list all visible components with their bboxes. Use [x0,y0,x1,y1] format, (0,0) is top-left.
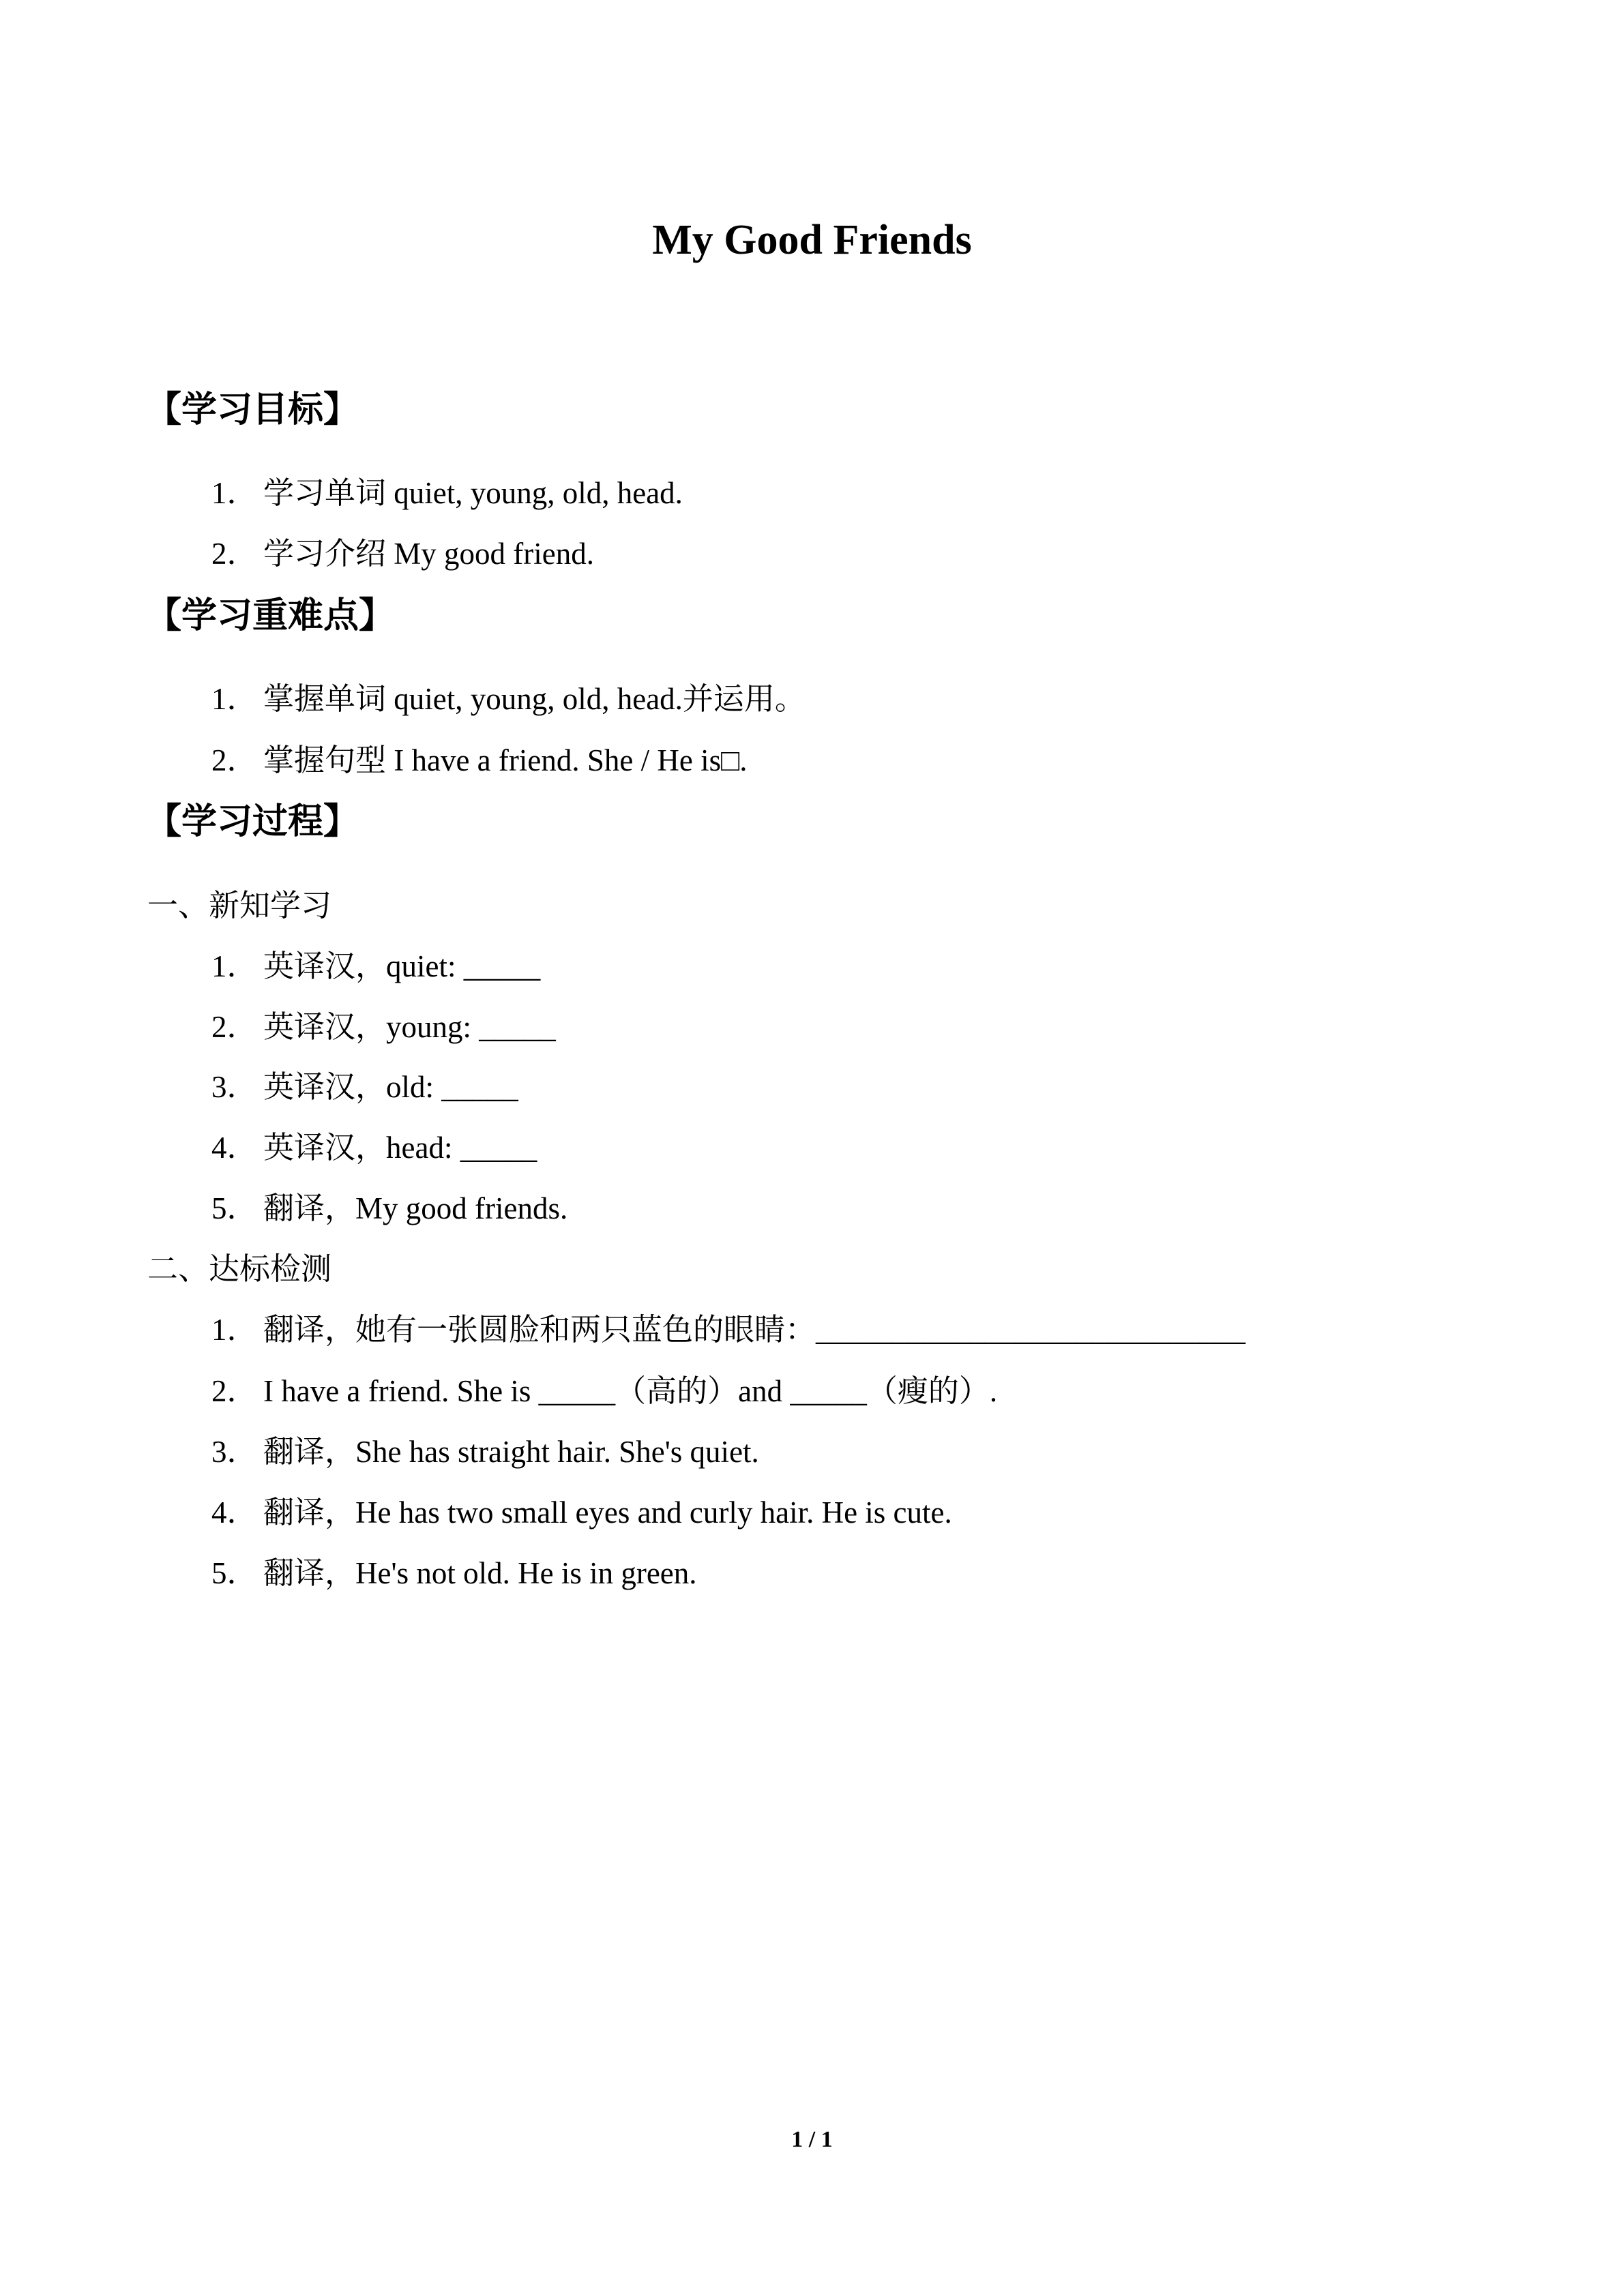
subsection-title-new-knowledge: 一、新知学习 [147,889,332,923]
item-text: 翻译，My good friends. [263,1191,568,1225]
list-item [211,946,540,987]
list-item [211,533,594,574]
list-item [211,1188,567,1229]
item-text: 翻译，He's not old. He is in green. [263,1556,697,1590]
item-number: 1． [211,949,258,983]
item-text: 英译汉，old: _____ [263,1070,518,1104]
item-number: 1． [211,682,258,716]
section-heading-learning-goals: 【学习目标】 [146,389,359,430]
item-text: 翻译，她有一张圆脸和两只蓝色的眼睛：____________________________ [263,1313,1246,1347]
list-item [211,1553,697,1594]
item-number: 3． [211,1435,258,1469]
item-number: 2． [211,537,258,571]
item-number: 1． [211,1313,258,1347]
item-text: 英译汉，young: _____ [263,1010,556,1044]
item-text: 英译汉，quiet: _____ [263,949,541,983]
item-text: 翻译，He has two small eyes and curly hair. He is cute. [263,1495,952,1530]
list-item [211,1431,759,1472]
list-item [211,1492,952,1533]
subsection-title-assessment: 二、达标检测 [147,1252,332,1286]
list-item [211,1371,997,1412]
item-text: 学习介绍 My good friend. [263,537,594,571]
item-text: 掌握单词 quiet, young, old, head.并运用。 [263,682,806,716]
page-number: 1 / 1 [791,2127,833,2152]
item-text: 掌握句型 I have a friend. She / He is□. [263,743,748,777]
item-number: 5． [211,1556,258,1590]
item-number: 4． [211,1495,258,1530]
item-number: 2． [211,1010,258,1044]
section-heading-learning-process: 【学习过程】 [146,801,359,842]
list-item [211,1127,537,1168]
item-number: 5． [211,1191,258,1225]
list-item [211,1309,1245,1350]
list-item [211,473,683,513]
list-item [211,1007,556,1047]
item-text: 英译汉，head: _____ [263,1131,537,1165]
document-title: My Good Friends [652,217,972,263]
item-number: 3． [211,1070,258,1104]
item-text: 翻译，She has straight hair. She's quiet. [263,1435,759,1469]
item-text: I have a friend. She is _____（高的）and _____（瘦的）. [263,1374,998,1408]
item-number: 1． [211,476,258,510]
list-item [211,1067,518,1107]
item-number: 2． [211,1374,258,1408]
item-number: 4． [211,1131,258,1165]
item-text: 学习单词 quiet, young, old, head. [263,476,683,510]
list-item [211,679,806,719]
item-number: 2． [211,743,258,777]
list-item [211,740,748,781]
section-heading-key-points: 【学习重难点】 [146,595,395,636]
